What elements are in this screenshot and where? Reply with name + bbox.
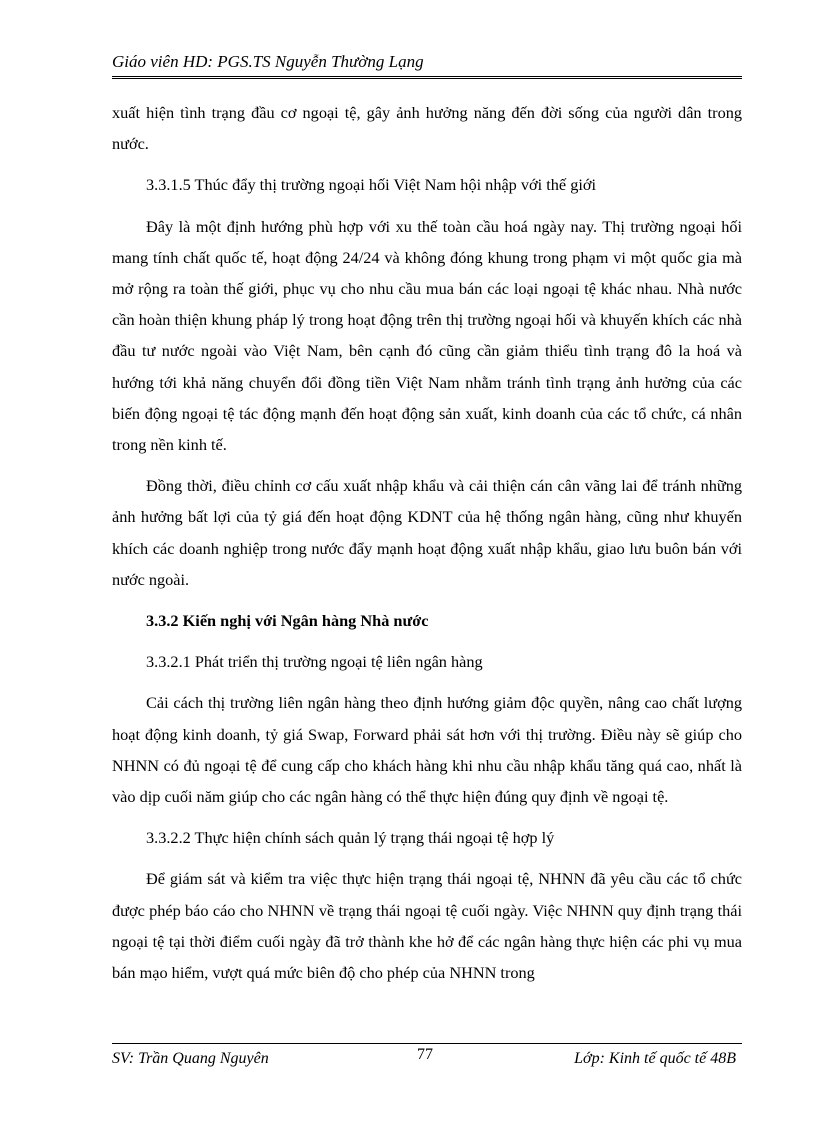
paragraph-continued: xuất hiện tình trạng đầu cơ ngoại tệ, gây ảnh hưởng năng đến đời sống của người dân trong nước. bbox=[112, 103, 742, 154]
section-heading-3-3-2-1: 3.3.2.1 Phát triển thị trường ngoại tệ liên ngân hàng bbox=[146, 652, 483, 672]
page-footer bbox=[112, 1043, 742, 1080]
page-number: 77 bbox=[417, 1046, 433, 1063]
page-header bbox=[112, 50, 742, 79]
page-body bbox=[112, 97, 742, 998]
section-heading-3-3-1-5: 3.3.1.5 Thúc đẩy thị trường ngoại hối Việt Nam hội nhập với thế giới bbox=[146, 175, 596, 195]
paragraph: Cải cách thị trường liên ngân hàng theo định hướng giảm độc quyền, nâng cao chất lượng hoạt động kinh doanh, tỷ giá Swap, Forward phải sát hơn với thị trường. Điều này sẽ giúp cho NHNN có đủ ngoại tệ để cung cấp cho khách hàng khi nhu cầu nhập khẩu tăng quá cao, nhất là vào dịp cuối năm giúp cho các ngân hàng có thể thực hiện đúng quy định về ngoại tệ. bbox=[112, 693, 742, 807]
section-heading-3-3-2-2: 3.3.2.2 Thực hiện chính sách quản lý trạng thái ngoại tệ hợp lý bbox=[146, 828, 555, 848]
footer-student: SV: Trần Quang Nguyên bbox=[112, 1050, 269, 1067]
footer-class: Lớp: Kinh tế quốc tế 48B bbox=[574, 1050, 736, 1067]
header-supervisor: Giáo viên HD: PGS.TS Nguyễn Thường Lạng bbox=[112, 52, 424, 71]
paragraph: Đây là một định hướng phù hợp với xu thế toàn cầu hoá ngày nay. Thị trường ngoại hối mang tính chất quốc tế, hoạt động 24/24 và không đóng khung trong phạm vi một quốc gia mà mở rộng ra toàn thế giới, phục vụ cho nhu cầu mua bán các loại ngoại tệ khác nhau. Nhà nước cần hoàn thiện khung pháp lý trong hoạt động trên thị trường ngoại hối và khuyến khích các nhà đầu tư nước ngoài vào Việt Nam, bên cạnh đó cũng cần giảm thiểu tình trạng đô la hoá và hướng tới khả năng chuyển đổi đồng tiền Việt Nam nhằm tránh tình trạng ảnh hưởng của các biến động ngoại tệ tác động mạnh đến hoạt động sản xuất, kinh doanh của các tổ chức, cá nhân trong nền kinh tế. bbox=[112, 216, 742, 455]
paragraph: Để giám sát và kiểm tra việc thực hiện trạng thái ngoại tệ, NHNN đã yêu cầu các tổ chức được phép báo cáo cho NHNN về trạng thái ngoại tệ cuối ngày. Việc NHNN quy định trạng thái ngoại tệ tại thời điểm cuối ngày đã trở thành khe hở để các ngân hàng thực hiện các phi vụ mua bán mạo hiểm, vượt quá mức biên độ cho phép của NHNN trong bbox=[112, 869, 742, 983]
paragraph: Đồng thời, điều chỉnh cơ cấu xuất nhập khẩu và cải thiện cán cân vãng lai để tránh những ảnh hưởng bất lợi của tỷ giá đến hoạt động KDNT của hệ thống ngân hàng, cũng như khuyến khích các doanh nghiệp trong nước đẩy mạnh hoạt động xuất nhập khẩu, giao lưu buôn bán với nước ngoài. bbox=[112, 476, 742, 589]
section-heading-3-3-2: 3.3.2 Kiến nghị với Ngân hàng Nhà nước bbox=[146, 611, 429, 631]
